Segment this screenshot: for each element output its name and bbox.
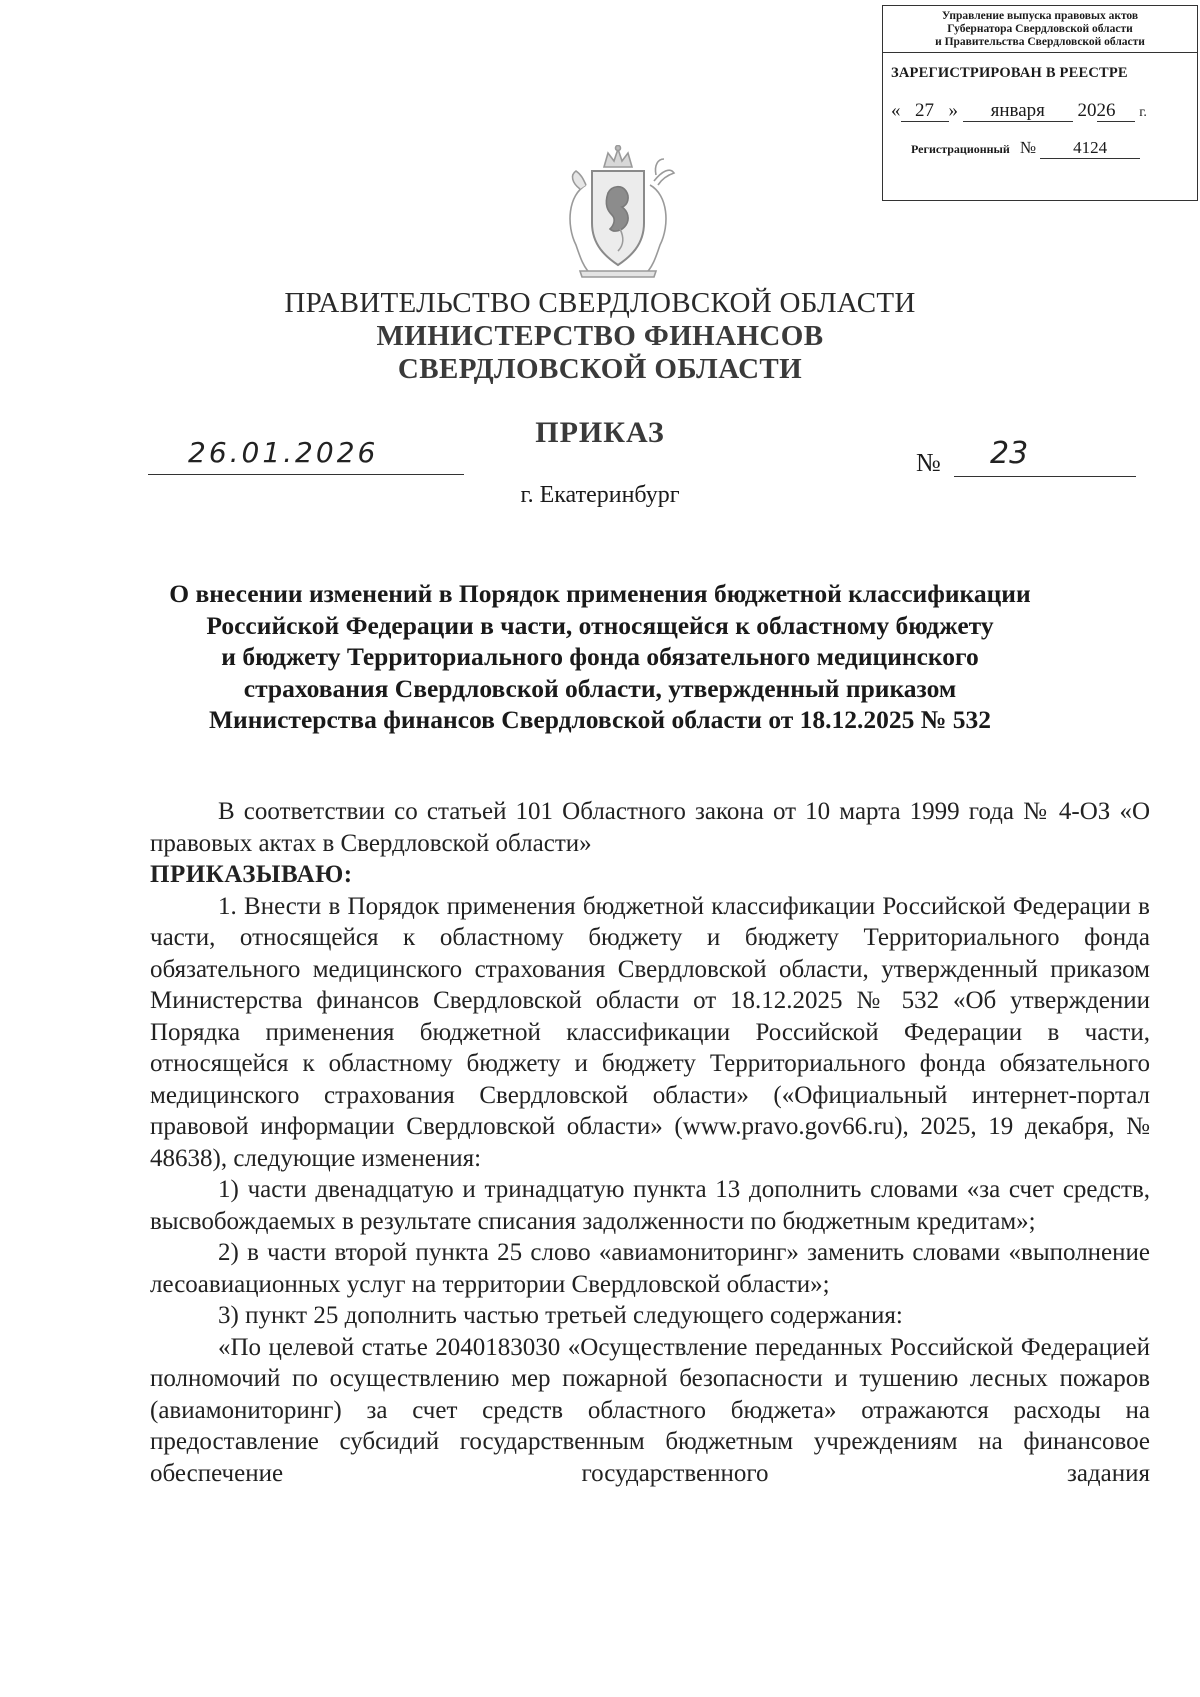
stamp-title: ЗАРЕГИСТРИРОВАН В РЕЕСТРЕ [891, 65, 1128, 81]
order-directive: ПРИКАЗЫВАЮ: [150, 861, 353, 888]
stamp-registration [911, 138, 1197, 159]
ministry-name-line1: МИНИСТЕРСТВО ФИНАНСОВ [376, 320, 824, 352]
ministry-name-line2: СВЕРДЛОВСКОЙ ОБЛАСТИ [397, 353, 803, 385]
document-type: ПРИКАЗ [535, 416, 665, 449]
order-date: 26.01.2026 [188, 436, 379, 469]
order-title-line: страхования Свердловской области, утвержденный приказом [243, 673, 957, 703]
stamp-reg-number: 4124 [1040, 138, 1140, 159]
subitem-1-paragraph: 1) части двенадцатую и тринадцатую пункта 13 дополнить словами «за счет средств, высвобождаемых в результате списания задолженности по бюджетным кредитам»; [150, 1176, 1150, 1235]
quoted-text-paragraph: «По целевой статье 2040183030 «Осуществление переданных Российской Федерацией полномочий по осуществлению мер пожарной безопасности и тушению лесных пожаров (авиамониторинг) за счет средств областного бюджета» отражаются расходы на предоставление субсидий государственным бюджетным учреждениям на финансовое обеспечение государственного задания [150, 1333, 1150, 1487]
order-title-line: Министерства финансов Свердловской области от 18.12.2025 № 532 [208, 705, 992, 734]
stamp-header-line: Губернатора Свердловской области [947, 23, 1133, 35]
order-title-line: Российской Федерации в части, относящейся к областному бюджету [206, 610, 994, 640]
stamp-year-suffix: 26 [1097, 101, 1135, 122]
subitem-3-paragraph: 3) пункт 25 дополнить частью третьей следующего содержания: [218, 1302, 903, 1329]
subitem-2-paragraph: 2) в части второй пункта 25 слово «авиамониторинг» заменить словами «выполнение лесоавиационных услуг на территории Свердловской области»; [150, 1239, 1150, 1298]
stamp-year-mark: г. [1139, 105, 1147, 120]
stamp-open-quote: « [891, 100, 901, 121]
order-number-field [954, 436, 1136, 477]
stamp-header-line: Управление выпуска правовых актов [941, 10, 1139, 22]
registration-stamp [882, 5, 1198, 201]
order-title-line: О внесении изменений в Порядок применения бюджетной классификации [169, 579, 1031, 608]
city: г. Екатеринбург [520, 482, 680, 508]
stamp-reg-no-sign: № [1019, 138, 1037, 157]
order-date-field [148, 436, 464, 475]
order-title-line: и бюджету Территориального фонда обязательного медицинского [221, 642, 979, 671]
stamp-header [883, 6, 1197, 53]
order-title [100, 578, 1100, 736]
order-number: 23 [990, 436, 1029, 471]
item-1-paragraph: 1. Внести в Порядок применения бюджетной классификации Российской Федерации в части, относящейся к областному бюджету и бюджету Территориального фонда обязательного медицинского страхования Свердловской области, утвержденный приказом Министерства финансов Свердловской области от 18.12.2025 № 532 «Об утверждении Порядка применения бюджетной классификации Российской Федерации в части, относящейся к областному бюджету и бюджету Территориального фонда обязательного медицинского страхования Свердловской области» («Официальный интернет-портал правовой информации Свердловской области» (www.pravo.gov66.ru), 2025, 19 декабря, № 48638), следующие изменения: [150, 892, 1150, 1172]
preamble-paragraph: В соответствии со статьей 101 Областного закона от 10 марта 1999 года № 4-ОЗ «О правовых актах в Свердловской области» [150, 798, 1150, 857]
stamp-date [891, 100, 1197, 122]
order-body [150, 796, 1150, 1489]
stamp-header-line: и Правительства Свердловской области [935, 36, 1145, 48]
coat-of-arms-icon [558, 145, 678, 281]
stamp-month: января [963, 101, 1073, 122]
government-name: ПРАВИТЕЛЬСТВО СВЕРДЛОВСКОЙ ОБЛАСТИ [284, 287, 916, 319]
stamp-year-prefix: 20 [1077, 100, 1097, 121]
stamp-reg-label: Регистрационный [911, 142, 1010, 156]
order-number-sign: № [916, 448, 941, 477]
stamp-day: 27 [901, 101, 949, 122]
stamp-close-quote: » [948, 100, 958, 121]
